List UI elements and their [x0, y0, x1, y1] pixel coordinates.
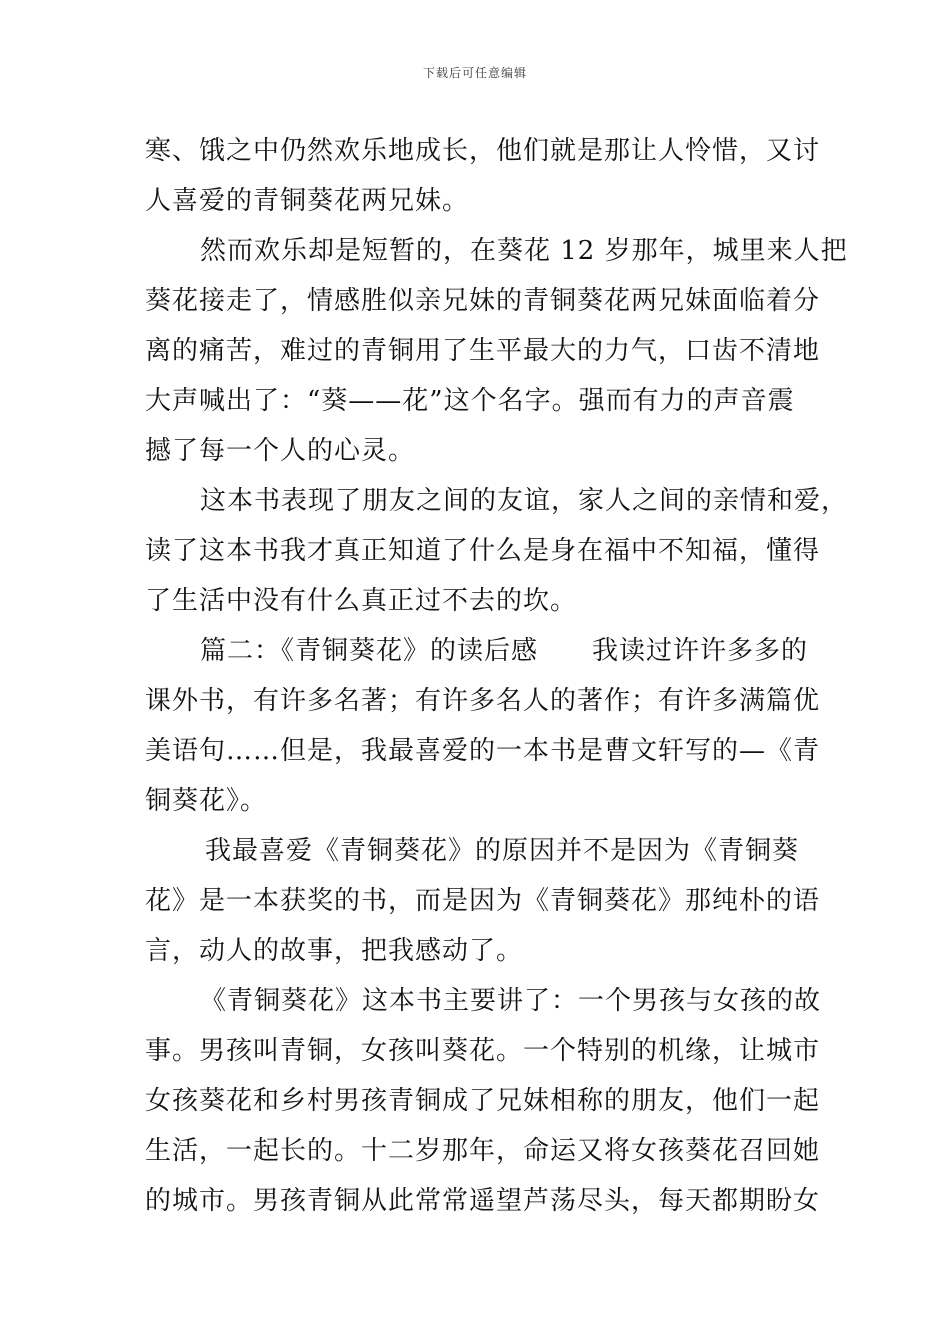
section-title: 篇二：《青铜葵花》的读后感	[200, 636, 539, 666]
text-line: 大声喊出了：“葵——花”这个名字。强而有力的声音震	[145, 386, 795, 416]
text-span: 我读过许许多多的	[592, 636, 809, 666]
text-line: 事。男孩叫青铜，女孩叫葵花。一个特别的机缘，让城市	[145, 1036, 821, 1066]
text-line: 生活，一起长的。十二岁那年，命运又将女孩葵花召回她	[145, 1136, 821, 1166]
text-line: 葵花接走了，情感胜似亲兄妹的青铜葵花两兄妹面临着分	[145, 286, 821, 316]
text-line: 的城市。男孩青铜从此常常遥望芦荡尽头，每天都期盼女	[145, 1186, 821, 1216]
paragraph-start-line: 《青铜葵花》这本书主要讲了：一个男孩与女孩的故	[200, 986, 822, 1016]
section-title-line	[145, 626, 815, 676]
text-line: 花》是一本获奖的书，而是因为《青铜葵花》那纯朴的语	[145, 886, 821, 916]
text-line: 女孩葵花和乡村男孩青铜成了兄妹相称的朋友，他们一起	[145, 1086, 821, 1116]
text-line: 离的痛苦，难过的青铜用了生平最大的力气，口齿不清地	[145, 336, 821, 366]
text-line: 寒、饿之中仍然欢乐地成长，他们就是那让人怜惜，又讨	[145, 136, 821, 166]
page-header: 下载后可任意编辑	[422, 66, 527, 80]
paragraph-start-line: 我最喜爱《青铜葵花》的原因并不是因为《青铜葵	[205, 836, 800, 866]
text-line: 课外书，有许多名著；有许多名人的著作；有许多满篇优	[145, 686, 821, 716]
paragraph-start-line: 然而欢乐却是短暂的，在葵花 12 岁那年，城里来人把	[200, 236, 848, 266]
text-line: 言，动人的故事，把我感动了。	[145, 936, 524, 966]
text-line: 读了这本书我才真正知道了什么是身在福中不知福，懂得	[145, 536, 821, 566]
document-body	[145, 126, 849, 1226]
text-line: 美语句……但是，我最喜爱的一本书是曹文轩写的—《青	[145, 736, 821, 766]
text-line: 人喜爱的青铜葵花两兄妹。	[145, 186, 470, 216]
text-line: 铜葵花》。	[145, 786, 268, 816]
paragraph-start-line: 这本书表现了朋友之间的友谊，家人之间的亲情和爱，	[200, 486, 849, 516]
text-line: 了生活中没有什么真正过不去的坎。	[145, 586, 578, 616]
text-line: 撼了每一个人的心灵。	[145, 436, 416, 466]
